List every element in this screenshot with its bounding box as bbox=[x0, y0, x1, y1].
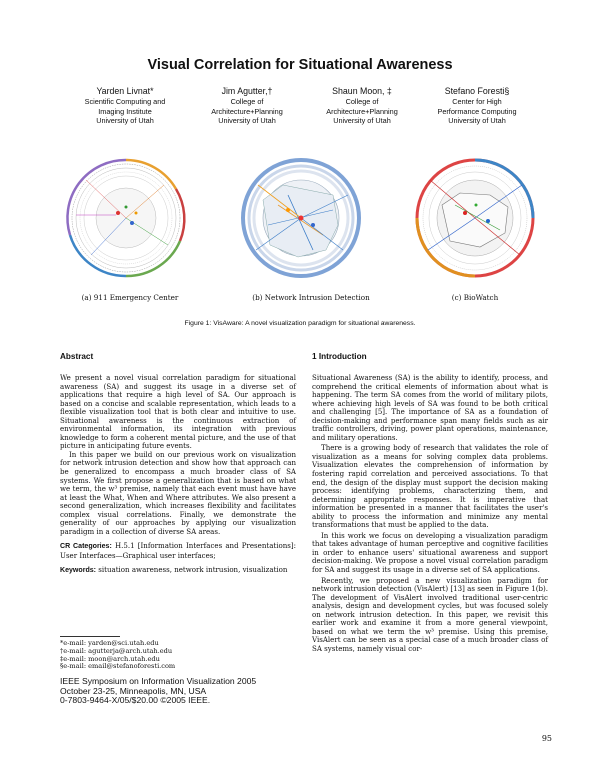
keywords-label: Keywords: bbox=[60, 567, 97, 575]
circular-visualization bbox=[67, 160, 184, 276]
author-affiliation: College of bbox=[230, 97, 264, 106]
intro-paragraph: Situational Awareness (SA) is the ability to identify, process, and comprehend the critical elements of information about what is happening. The term SA comes from the world of military pilots, where achieving high levels of SA was found to be both critical and challenging [5]. The importance of SA as a foundation of decision-making and performance span many fields such as air traffic controllers, driving, power plant operations, maintenance, and military operations. bbox=[312, 373, 548, 442]
intro-paragraph: Recently, we proposed a new visualization paradigm for network intrusion detection (VisAlert) [13] as seen in Figure 1(b). The development of VisAlert involved traditional user-centric analysis, design and development cycles, but was focused solely on network intrusion detection. In this paper, we revisit this earlier work and examine it from a more general viewpoint, based on what we term the w³ premise. Using this premise, VisAlert can be seen as a special case of a much broader class of SA systems, namely visual cor- bbox=[312, 575, 548, 653]
author-affiliation: Architecture+Planning bbox=[326, 106, 398, 116]
conference-line: 0-7803-9464-X/05/$20.00 ©2005 IEEE. bbox=[60, 695, 211, 706]
introduction-body bbox=[312, 374, 548, 654]
author-name: Stefano Foresti§ bbox=[444, 86, 510, 96]
author-affiliation: College of bbox=[345, 97, 379, 106]
page-number: 95 bbox=[541, 734, 552, 743]
abstract-paragraph: In this paper we build on our previous work on visualization for network intrusion detection and show how that approach can be generalized to encompass a much broader class of SA systems. We first propose a generalization that is based on what we term, the w³ premise, namely that each event must have have at least the What, When and Where attributes. We also present a second generalization, which increases flexibility and facilitates complex visual correlations. Finally, we demonstrate the generality of our approaches by applying our visualization paradigm in a collection of diverse SA areas. bbox=[60, 449, 296, 536]
author-affiliation: Architecture+Planning bbox=[211, 106, 283, 116]
keywords-text: situation awareness, network intrusion, visualization bbox=[98, 565, 288, 575]
author-name: Yarden Livnat* bbox=[96, 86, 154, 96]
figure-network-intrusion-detection bbox=[238, 155, 364, 285]
conference-line: October 23-25, Minneapolis, MN, USA bbox=[60, 685, 207, 696]
author-1 bbox=[60, 86, 190, 126]
conference-info bbox=[60, 677, 256, 706]
cr-text: H.5.1 [Information Interfaces and Presentations]: User Interfaces—Graphical user interfaces; bbox=[60, 541, 297, 560]
abstract-body bbox=[60, 374, 296, 576]
author-affiliation: University of Utah bbox=[218, 116, 276, 125]
footnote: §e-mail: email@stefanoforesti.com bbox=[60, 662, 176, 671]
author-affiliation: University of Utah bbox=[448, 116, 506, 125]
abstract-heading: Abstract bbox=[60, 352, 94, 361]
figure-caption: Figure 1: VisAware: A novel visualization paradigm for situational awareness. bbox=[184, 320, 416, 327]
author-affiliation: Scientific Computing and bbox=[84, 97, 166, 106]
introduction-heading: 1 Introduction bbox=[312, 352, 367, 361]
author-name: Jim Agutter,† bbox=[221, 86, 273, 96]
intro-paragraph: In this work we focus on developing a visualization paradigm that takes advantage of human perceptive and cognitive facilities in order to enhance users' situational awareness and support decision-making. We propose a novel visual correlation paradigm for SA and suggest its usage in a diverse set of SA applications. bbox=[312, 530, 548, 575]
abstract-paragraph: We present a novel visual correlation paradigm for situational awareness (SA) and suggest its usage in a diverse set of applications that require a high level of SA. Our approach is based on a concise and scalable representation, which leads to a flexible visualization tool that is both clear and intuitive to use. Situational awareness is the continuous extraction of environmental information, its integration with previous knowledge to form a coherent mental picture, and the use of that picture in anticipating future events. bbox=[60, 373, 296, 451]
author-3 bbox=[297, 86, 427, 126]
footnotes bbox=[60, 640, 175, 671]
author-affiliation: Center for High bbox=[452, 97, 502, 106]
subfigure-caption-a: (a) 911 Emergency Center bbox=[81, 293, 179, 302]
author-affiliation: University of Utah bbox=[96, 116, 154, 125]
footnote: †e-mail: agutterja@arch.utah.edu bbox=[60, 646, 173, 655]
author-affiliation: Performance Computing bbox=[437, 106, 517, 116]
figure-biowatch bbox=[410, 155, 540, 285]
subfigure-caption-b: (b) Network Intrusion Detection bbox=[252, 293, 370, 302]
subfigure-caption-c: (c) BioWatch bbox=[451, 293, 499, 302]
circular-visualization bbox=[417, 160, 533, 276]
paper-title: Visual Correlation for Situational Awareness bbox=[147, 57, 453, 73]
footnote-rule bbox=[60, 636, 120, 637]
author-4 bbox=[412, 86, 542, 126]
circular-visualization bbox=[243, 160, 359, 276]
author-name: Shaun Moon, ‡ bbox=[332, 86, 392, 96]
cr-label: CR Categories: bbox=[60, 543, 112, 551]
footnote: *e-mail: yarden@sci.utah.edu bbox=[60, 639, 159, 647]
cr-categories bbox=[60, 542, 296, 560]
footnote: ‡e-mail: moon@arch.utah.edu bbox=[60, 654, 160, 663]
figure-911-emergency-center bbox=[56, 155, 196, 285]
author-2 bbox=[182, 86, 312, 126]
intro-paragraph: There is a growing body of research that validates the role of visualization as a means for solving complex data problems. Visualization elevates the comprehension of information by fostering rapid correlation and perceived associations. To that end, the design of the display must support the decision making process: identifying problems, characterizing them, and determining appropriate responses. It is imperative that information be presented in a manner that facilitates the user's ability to process the information and minimize any mental transformations that must be applied to the data. bbox=[312, 443, 548, 530]
conference-line: IEEE Symposium on Information Visualization 2005 bbox=[60, 676, 257, 686]
author-affiliation: University of Utah bbox=[333, 116, 391, 125]
author-affiliation: Imaging Institute bbox=[98, 106, 152, 116]
keywords bbox=[60, 566, 296, 576]
